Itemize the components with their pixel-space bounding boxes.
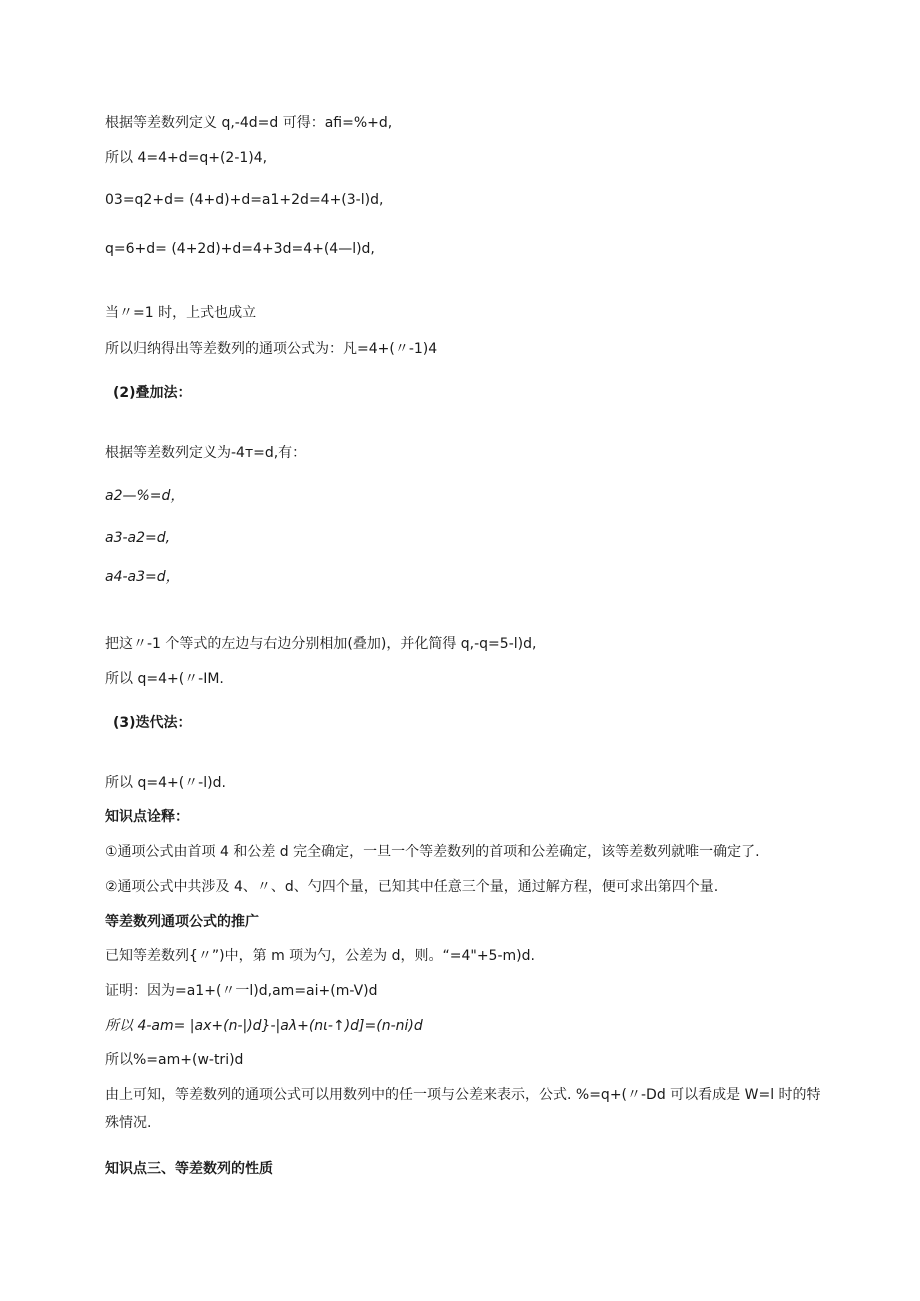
- section-heading: 等差数列通项公式的推广: [105, 914, 259, 930]
- text-line: 根据等差数列定义 q,-4d=d 可得：afi=%+d,: [105, 115, 393, 131]
- note-item: ②通项公式中共涉及 4、〃、d、勺四个量，已知其中任意三个量，通过解方程，便可求出第四个量.: [105, 879, 719, 895]
- note-item: ①通项公式由首项 4 和公差 d 完全确定，一旦一个等差数列的首项和公差确定，该等差数列就唯一确定了.: [105, 844, 760, 860]
- method-heading: (2)叠加法：: [113, 385, 192, 401]
- text-line: 把这〃-1 个等式的左边与右边分别相加(叠加)，并化简得 q,-q=5-l)d,: [105, 636, 537, 652]
- section-heading: 知识点诠释：: [105, 809, 189, 825]
- formula-line: 所以%=am+(w-tri)d: [105, 1052, 244, 1068]
- formula-line: q=6+d= (4+2d)+d=4+3d=4+(4—l)d,: [105, 241, 375, 257]
- formula-line: 03=q2+d= (4+d)+d=a1+2d=4+(3-l)d,: [105, 192, 384, 208]
- method-heading: (3)迭代法：: [113, 715, 192, 731]
- formula-line: a2—%=d，: [105, 488, 185, 504]
- section-heading: 知识点三、等差数列的性质: [105, 1161, 273, 1177]
- text-line: 已知等差数列{〃”)中，第 m 项为勺，公差为 d，则。“=4"+5-m)d.: [105, 948, 535, 964]
- formula-line: a3-a2=d,: [105, 530, 171, 546]
- text-line: 根据等差数列定义为-4т=d,有：: [105, 445, 307, 461]
- paragraph: 由上可知，等差数列的通项公式可以用数列中的任一项与公差来表示，公式. %=q+(〃-Dd 可以看成是 W=l 时的特殊情况.: [105, 1087, 821, 1131]
- formula-line: 证明：因为=a1+(〃一l)d,am=ai+(m-V)d: [105, 983, 378, 999]
- formula-line: 所以 4-am= |ax+(n-|)d}-|aλ+(nι-↑)d]=(n-ni)d: [105, 1018, 423, 1034]
- text-line: 所以归纳得出等差数列的通项公式为：凡=4+(〃-1)4: [105, 341, 438, 357]
- text-line: 所以 q=4+(〃-IM.: [105, 671, 224, 687]
- text-line: 当〃=1 时，上式也成立: [105, 305, 257, 321]
- formula-line: a4-a3=d，: [105, 569, 180, 585]
- text-line: 所以 q=4+(〃-l)d.: [105, 775, 226, 791]
- text-line: 所以 4=4+d=q+(2-1)4,: [105, 150, 268, 166]
